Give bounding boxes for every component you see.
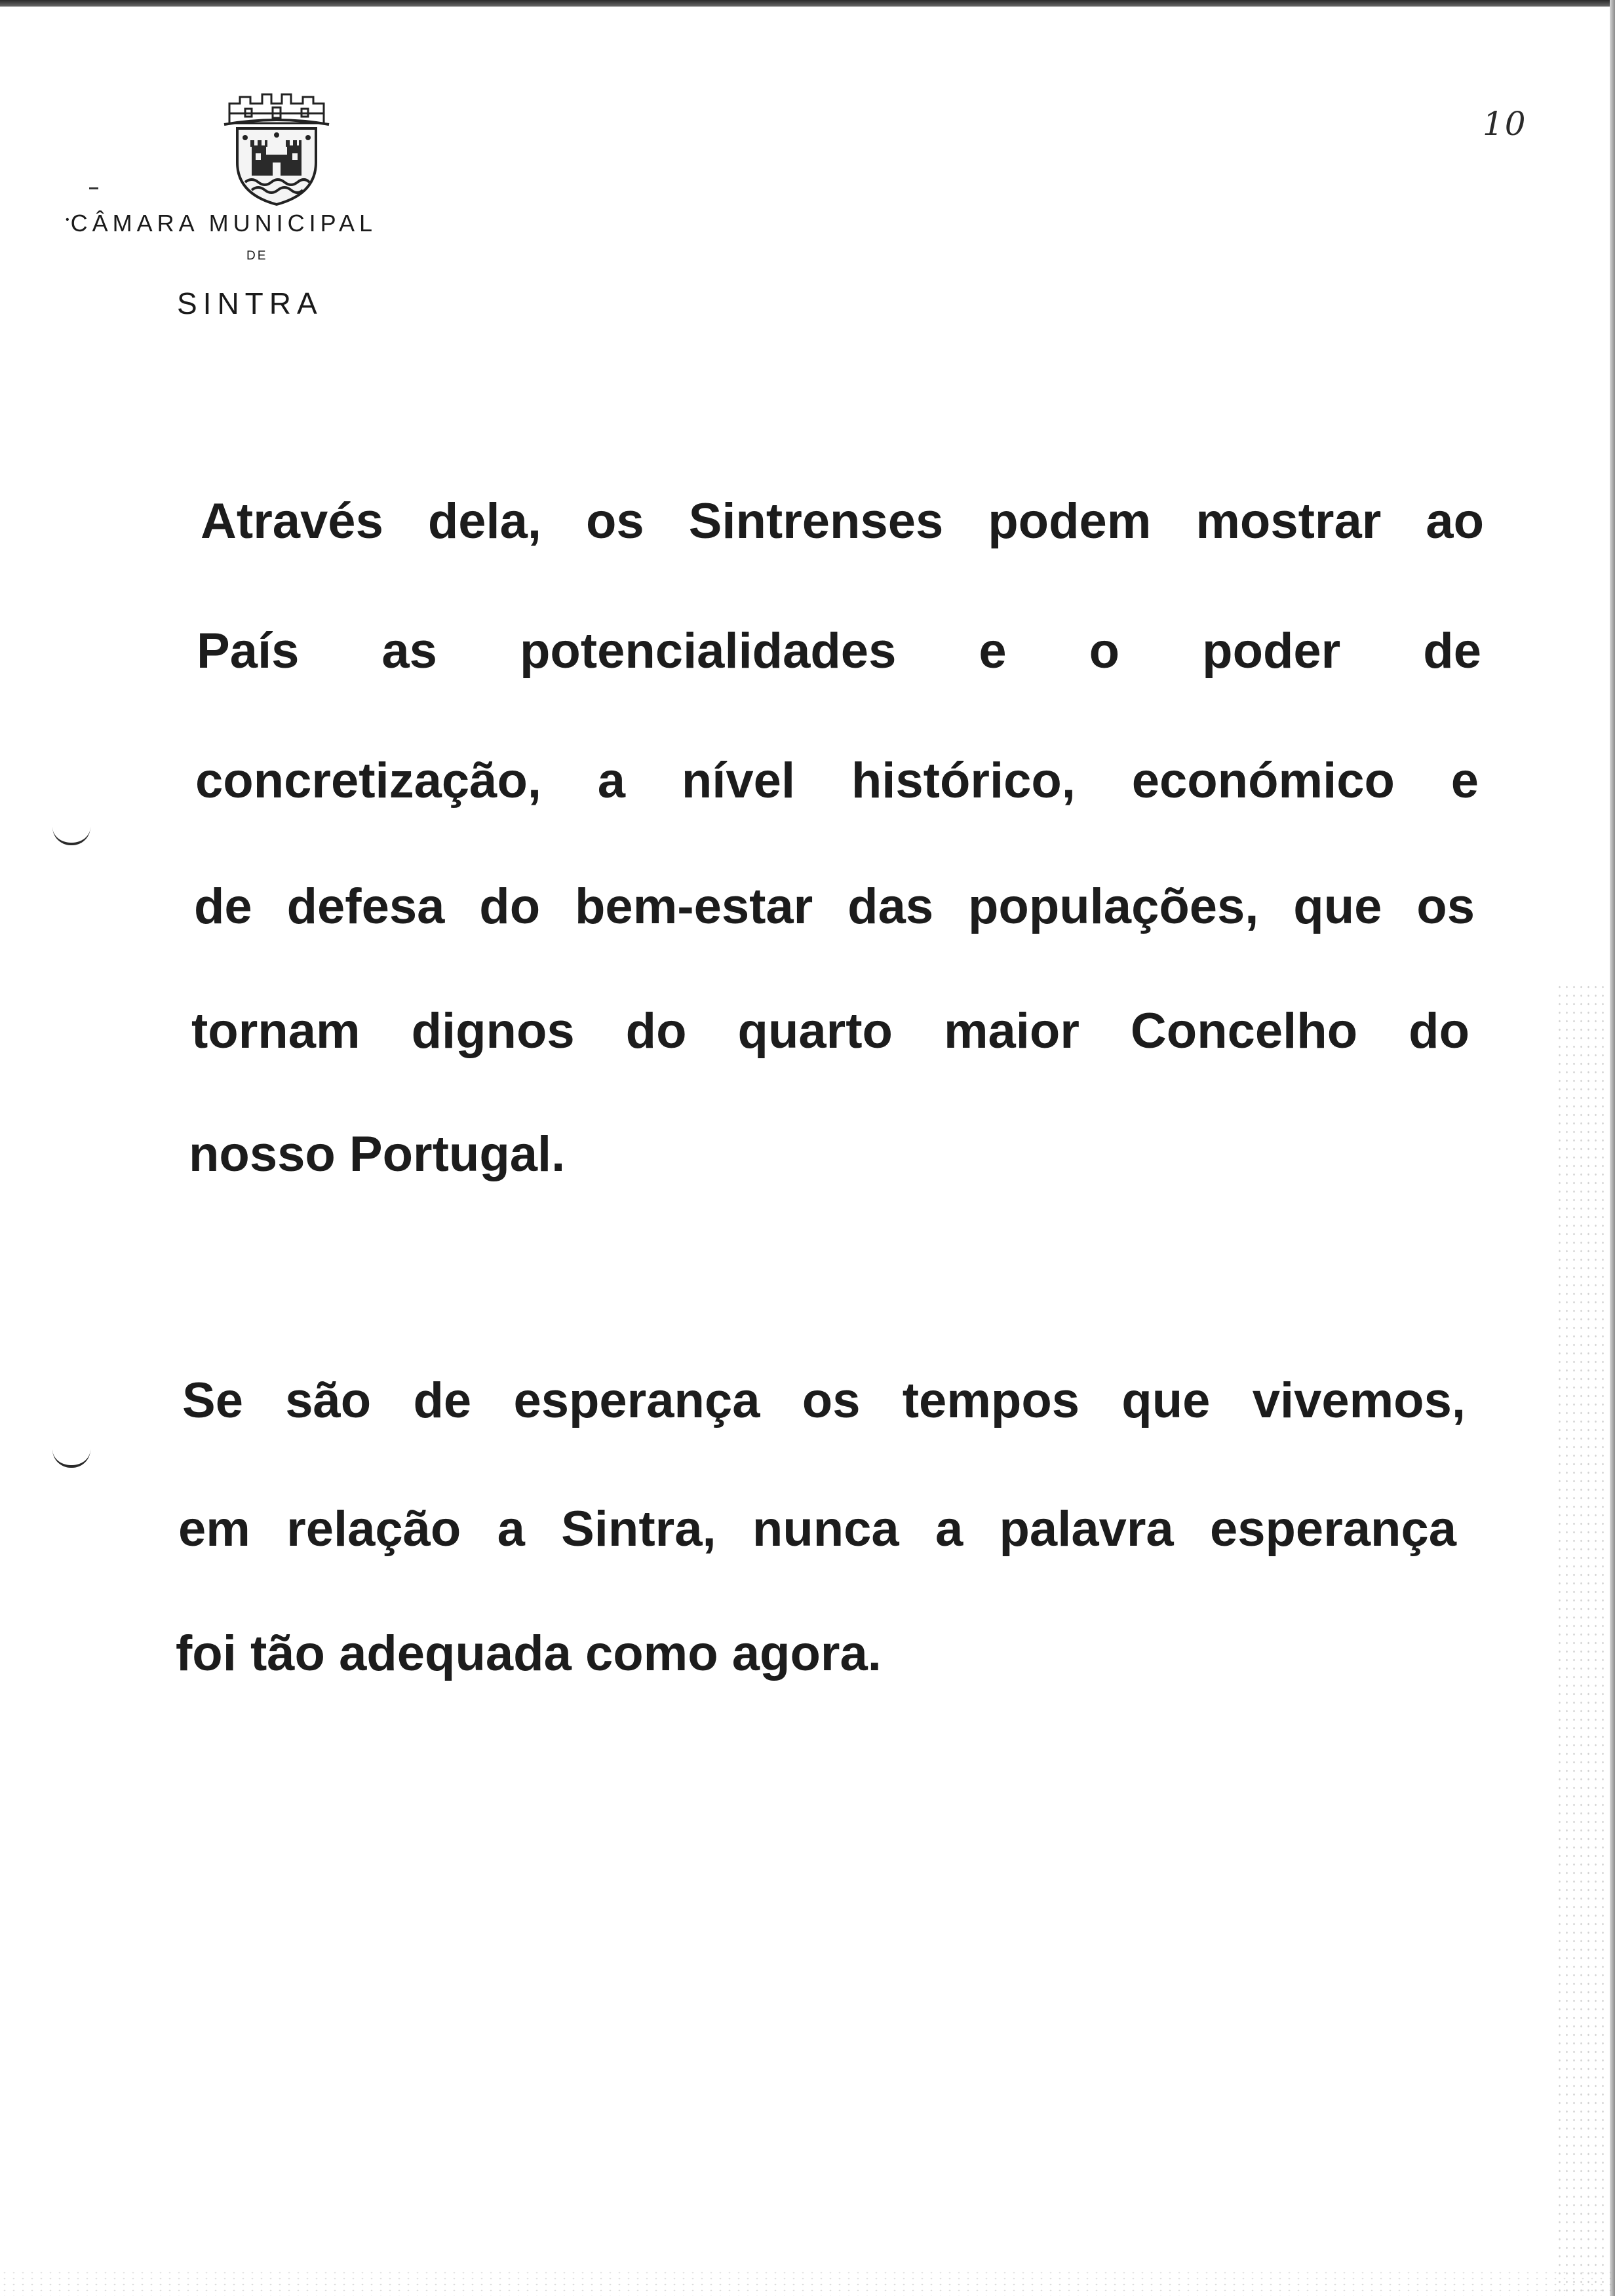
paragraph-line: foi tão adequada como agora. [176, 1626, 882, 1681]
page-number: 10 [1483, 105, 1527, 143]
margin-curve-mark [52, 827, 90, 845]
paragraph-line: de defesa do bem-estar das populações, que os [194, 879, 1475, 934]
paragraph-line: País as potencialidades e o poder de [197, 623, 1481, 679]
paragraph-line: em relação a Sintra, nunca a palavra esperança [178, 1501, 1456, 1557]
margin-tick [89, 187, 98, 189]
scan-top-edge [0, 0, 1615, 7]
paragraph-line: Se são de esperança os tempos que vivemos, [182, 1373, 1466, 1428]
coat-of-arms-icon [211, 77, 342, 208]
margin-curve-mark [52, 1449, 90, 1468]
paragraph-line: nosso Portugal. [189, 1126, 566, 1182]
municipality-de: DE [246, 249, 268, 263]
paragraph-line: tornam dignos do quarto maior Concelho do [191, 1003, 1469, 1059]
paragraph-line: Através dela, os Sintrenses podem mostrar ao [201, 493, 1484, 549]
paragraph-line: concretização, a nível histórico, económico e [195, 753, 1479, 809]
scan-noise-right [1556, 983, 1608, 2293]
letterhead-bullet: • [66, 214, 69, 225]
municipality-name [66, 210, 377, 237]
letterhead [39, 77, 459, 339]
scan-noise-bottom [0, 2270, 1615, 2296]
scan-right-edge [1610, 0, 1615, 2296]
municipality-name-text: CÂMARA MUNICIPAL [70, 210, 378, 237]
municipality-city: SINTRA [177, 286, 323, 320]
